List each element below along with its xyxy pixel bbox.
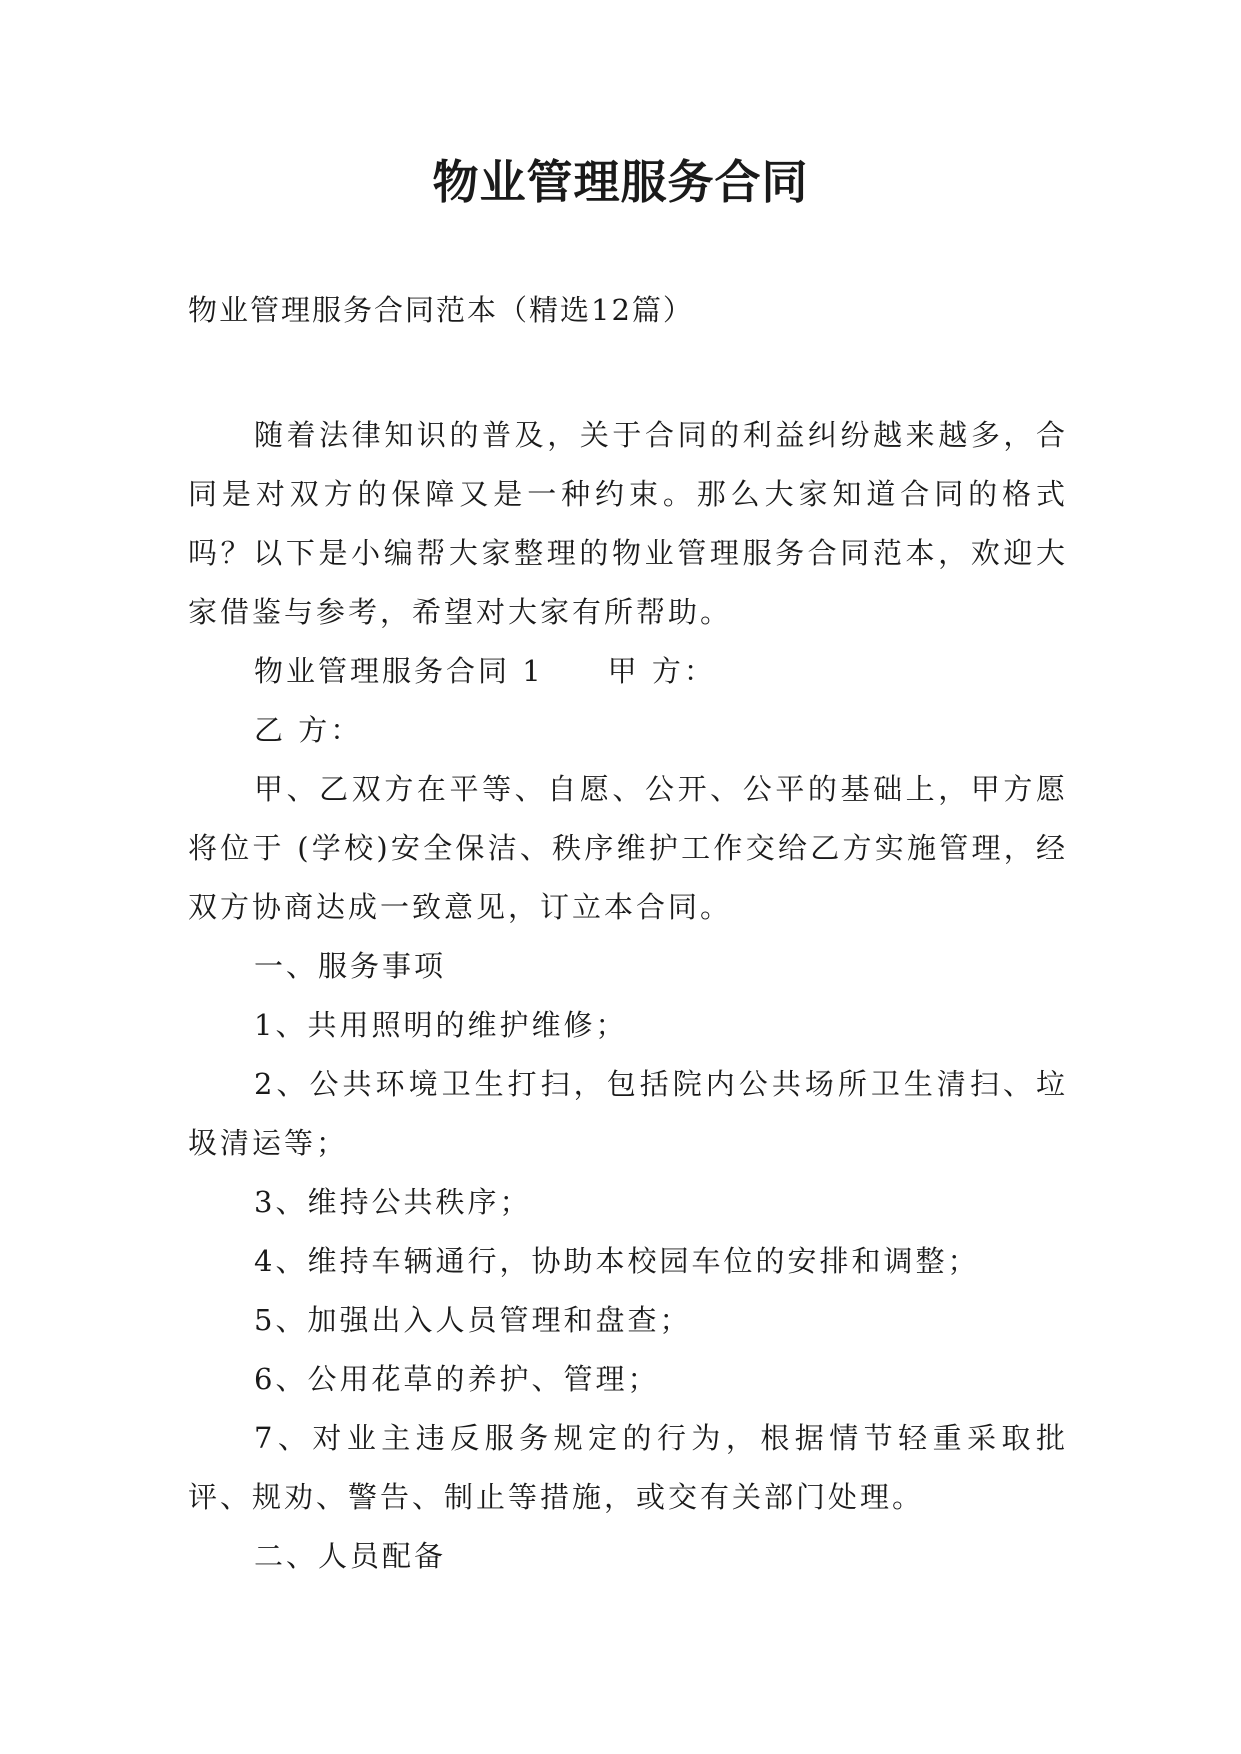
service-item-4: 4、维持车辆通行，协助本校园车位的安排和调整； [254, 1244, 980, 1278]
document-body [188, 406, 1068, 1586]
section-heading-services: 一、服务事项 [254, 949, 447, 983]
document-subtitle: 物业管理服务合同范本（精选12篇） [188, 293, 694, 327]
service-item-5: 5、加强出入人员管理和盘查； [254, 1303, 692, 1337]
service-item-7: 7、对业主违反服务规定的行为，根据情节轻重采取批评、规劝、警告、制止等措施，或交有关部门处理。 [188, 1421, 1068, 1514]
service-item-2: 2、公共环境卫生打扫，包括院内公共场所卫生清扫、垃圾清运等； [188, 1067, 1068, 1160]
section-heading-staffing: 二、人员配备 [254, 1539, 447, 1573]
intro-paragraph: 随着法律知识的普及，关于合同的利益纠纷越来越多，合同是对双方的保障又是一种约束。那么大家知道合同的格式吗？以下是小编帮大家整理的物业管理服务合同范本，欢迎大家借鉴与参考，希望对大家有所帮助。 [188, 418, 1068, 629]
service-item-3: 3、维持公共秩序； [254, 1185, 532, 1219]
document-title: 物业管理服务合同 [432, 155, 809, 209]
agreement-paragraph: 甲、乙双方在平等、自愿、公开、公平的基础上，甲方愿将位于 (学校)安全保洁、秩序维护工作交给乙方实施管理，经双方协商达成一致意见，订立本合同。 [188, 772, 1068, 924]
service-item-6: 6、公用花草的养护、管理； [254, 1362, 660, 1396]
service-item-1: 1、共用照明的维护维修； [254, 1008, 628, 1042]
party-b-line: 乙 方： [254, 713, 363, 747]
contract-heading-party-a: 物业管理服务合同 1 甲 方： [254, 654, 716, 688]
